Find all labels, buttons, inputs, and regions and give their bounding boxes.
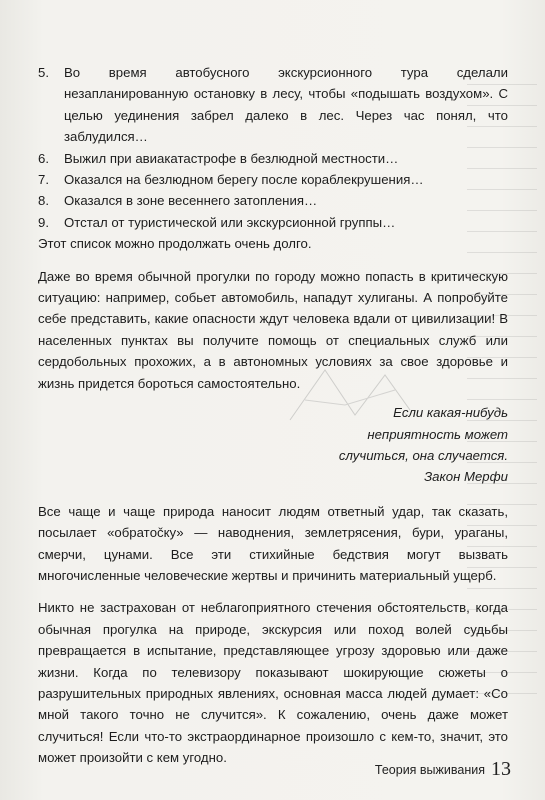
list-item: [38, 190, 508, 211]
list-tail-text: Этот список можно продолжать очень долго.: [38, 236, 312, 252]
paragraph-city-dangers: Даже во время обычной прогулки по городу можно попасть в критическую ситуацию: например, собьет автомобиль, нападут хулиганы. А попробуйте себе представить, какие опасности ждут человека вдали от цивилизации! В населенных пунктах вы получите помощь от специальных служб или сердобольных прохожих, а в автономных условиях за свое здоровье и жизнь придется бороться самостоятельно.: [38, 268, 508, 391]
list-item-number: 5.: [38, 65, 49, 80]
list-item-number: 8.: [38, 193, 49, 209]
running-footer-title: Теория выживания: [374, 763, 485, 777]
list-item-text: Оказался на безлюдном берегу после кораблекрушения…: [64, 172, 424, 188]
paragraph-nobody-insured: Никто не застрахован от неблагоприятного стечения обстоятельств, когда обычная прогулка на природе, экскурсия или поход волей судьбы превращается в испытание, представляющее угрозу здоровью или даже жизни. Когда по телевизору показывают шокирующие сюжеты о разрушительных природных явлениях, основная масса людей думает: «Со мной такого точно не случится». К сожалению, очень даже может случиться! Если что-то экстраординарное произошло с кем-то, значит, это может произойти с кем угодно.: [38, 600, 508, 766]
situations-list: [38, 62, 508, 233]
list-item-text: Выжил при авиакатастрофе в безлюдной местности…: [64, 150, 399, 166]
quote-line-1: Если какая-нибудь: [393, 405, 508, 421]
page-number: 13: [491, 758, 511, 780]
quote-line-2: неприятность может: [367, 426, 508, 442]
page-body: [38, 62, 508, 769]
list-item-number: 7.: [38, 172, 49, 188]
epigraph-quote: [38, 402, 508, 488]
list-item: [38, 212, 508, 233]
page-footer: [0, 758, 545, 782]
list-item-text: Отстал от туристической или экскурсионной группы…: [64, 214, 396, 230]
quote-line-3: случиться, она случается.: [338, 447, 508, 463]
paragraph-natural-disasters: Все чаще и чаще природа наносит людям ответный удар, так сказать, посылает «обратočку» — наводнения, землетрясения, бури, ураганы, смерчи, цунами. Все эти стихийные бедствия могут вызвать многочисленные человеческие жертвы и причинить материальный ущерб.: [38, 503, 508, 583]
list-item-text: Во время автобусного экскурсионного тура сделали незапланированную остановку в лесу, чтобы «подышать воздухом». С целью уединения забрел далеко в лес. Через час понял, что заблудился…: [64, 65, 508, 145]
list-item: [38, 169, 508, 190]
list-item-number: 9.: [38, 214, 49, 230]
list-item-text: Оказался в зоне весеннего затопления…: [64, 193, 318, 209]
list-item: [38, 62, 508, 148]
list-item: [38, 148, 508, 169]
list-item-number: 6.: [38, 150, 49, 166]
quote-author: Закон Мерфи: [424, 469, 508, 485]
